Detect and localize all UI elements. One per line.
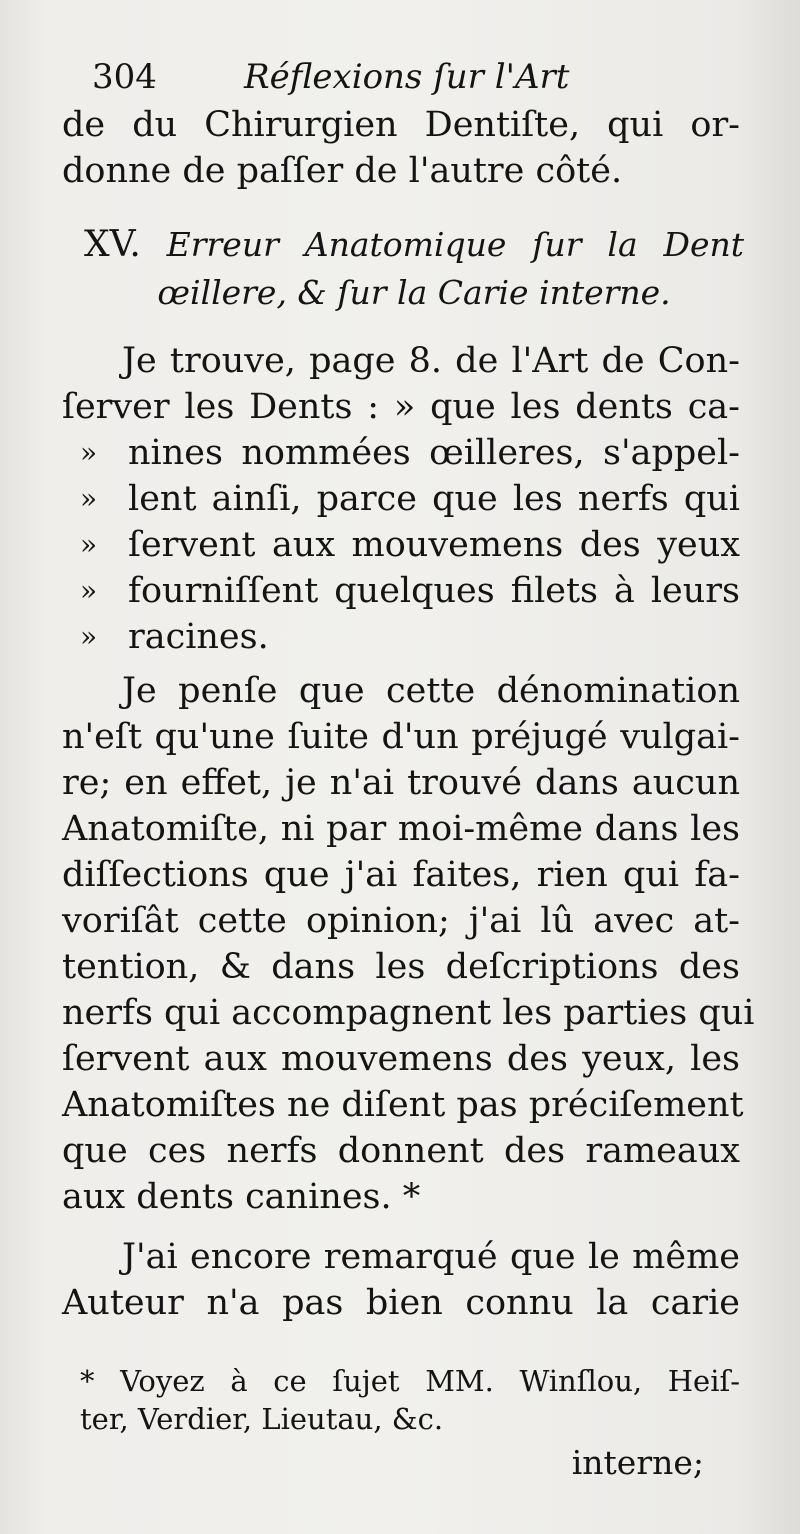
quoted-line: racines. xyxy=(128,617,269,657)
text-line: Auteur n'a pas bien connu la carie xyxy=(62,1283,740,1323)
text-line: ſerver les Dents : » que les dents ca- xyxy=(62,387,740,427)
running-head xyxy=(92,52,732,102)
text-line: ſervent aux mouvemens des yeux, les xyxy=(62,1039,740,1079)
quote-mark: » xyxy=(80,574,98,607)
footnote-line: ter, Verdier, Lieutau, &c. xyxy=(80,1402,444,1436)
text-line: Je trouve, page 8. de l'Art de Con- xyxy=(122,341,740,381)
quoted-line: nines nommées œilleres, s'appel- xyxy=(128,433,740,473)
section-title-line: œillere, & ſur la Carie interne. xyxy=(157,273,671,312)
text-line: que ces nerfs donnent des rameaux xyxy=(62,1131,740,1171)
text-line: de du Chirurgien Dentiſte, qui or- xyxy=(62,105,740,145)
quoted-line: fourniſſent quelques filets à leurs xyxy=(128,571,740,611)
text-line: donne de paſſer de l'autre côté. xyxy=(62,151,623,191)
text-line: tention, & dans les deſcriptions des xyxy=(62,947,740,987)
quote-mark: » xyxy=(80,528,98,561)
quoted-line: ſervent aux mouvemens des yeux xyxy=(128,525,740,565)
text-line: Je penſe que cette dénomination xyxy=(122,671,740,711)
text-line: Anatomiſte, ni par moi-même dans les xyxy=(62,809,740,849)
catchword: interne; xyxy=(571,1443,704,1482)
footnote-line: * Voyez à ce ſujet MM. Winſlou, Heiſ- xyxy=(80,1364,740,1398)
quote-mark: » xyxy=(80,620,98,653)
text-line: J'ai encore remarqué que le même xyxy=(122,1237,740,1277)
text-line: aux dents canines. * xyxy=(62,1177,421,1217)
section-title-line: Erreur Anatomique ſur la Dent xyxy=(166,225,744,264)
page-number: 304 xyxy=(92,57,157,97)
running-title: Réflexions ſur l'Art xyxy=(244,57,570,97)
section-heading xyxy=(84,222,744,268)
quoted-line: lent ainſi, parce que les nerfs qui xyxy=(128,479,740,519)
text-line: re; en effet, je n'ai trouvé dans aucun xyxy=(62,763,740,803)
text-line: Anatomiſtes ne diſent pas préciſement xyxy=(62,1085,744,1125)
section-number: XV. xyxy=(84,224,141,265)
quote-mark: » xyxy=(80,436,98,469)
text-line: n'eſt qu'une ſuite d'un préjugé vulgai- xyxy=(62,717,740,757)
text-line: voriſât cette opinion; j'ai lû avec at- xyxy=(62,901,740,941)
text-line: nerfs qui accompagnent les parties qui xyxy=(62,993,755,1033)
text-line: diſſections que j'ai faites, rien qui fa- xyxy=(62,855,740,895)
quote-mark: » xyxy=(80,482,98,515)
